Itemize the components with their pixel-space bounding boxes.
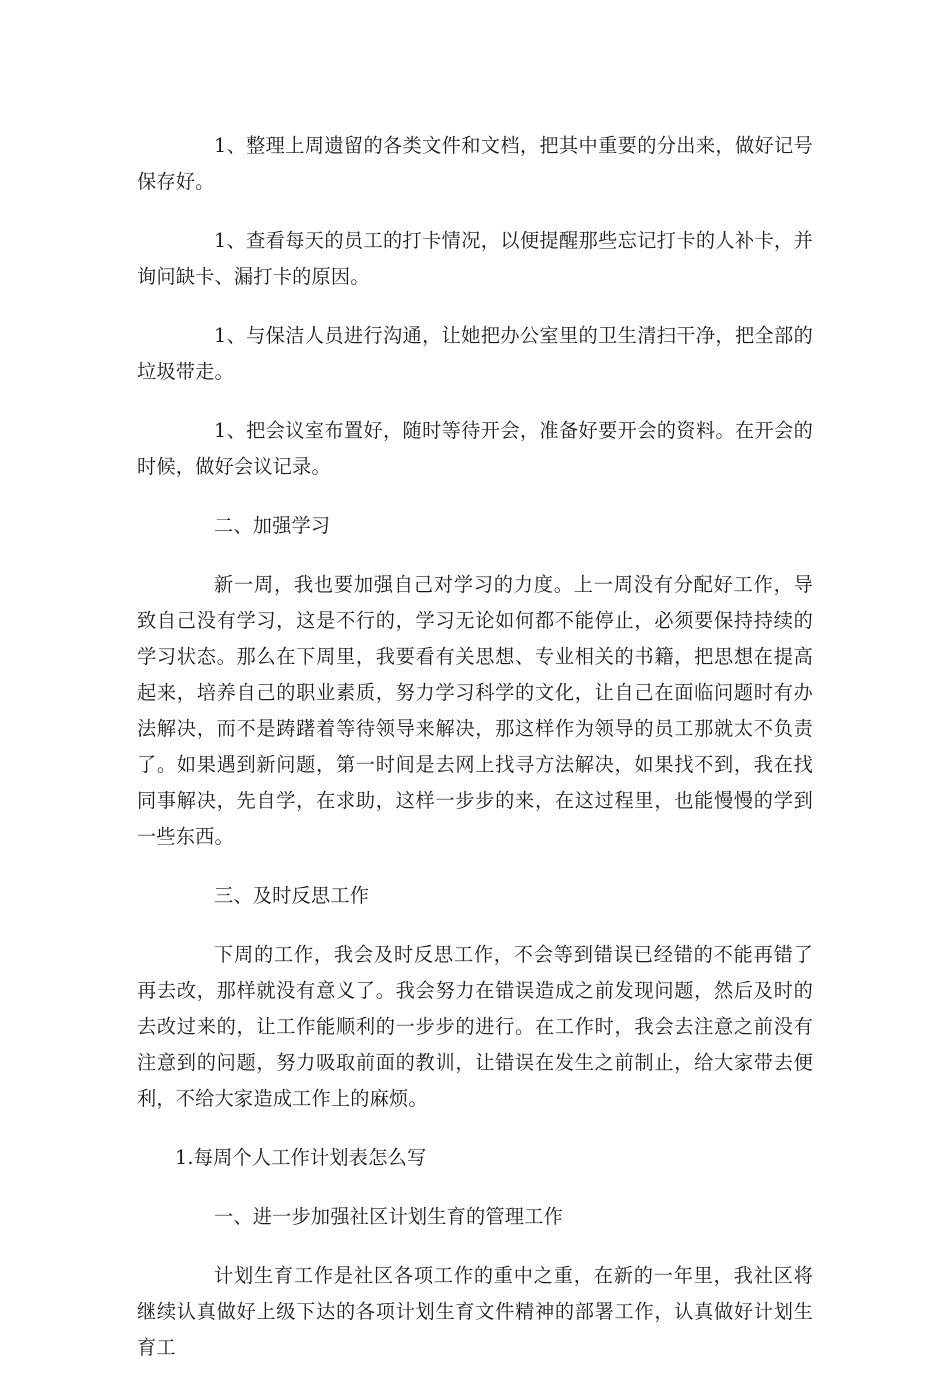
section-heading-family-planning: 一、进一步加强社区计划生育的管理工作 — [214, 1205, 563, 1228]
paragraph-reflection: 下周的工作，我会及时反思工作，不会等到错误已经错的不能再错了再去改，那样就没有意义了。我会努力在错误造成之前发现问题，然后及时的去改过来的，让工作能顺利的一步步的进行。在工作时，我会去注意之前没有注意到的问题，努力吸取前面的教训，让错误在发生之前制止，给大家带去便利，不给大家造成工作上的麻烦。 — [137, 943, 813, 1110]
paragraph-task-meeting: 1、把会议室布置好，随时等待开会，准备好要开会的资料。在开会的时候，做好会议记录。 — [137, 419, 813, 478]
paragraph-task-files: 1、整理上周遗留的各类文件和文档，把其中重要的分出来，做好记号保存好。 — [137, 134, 813, 193]
paragraph-study: 新一周，我也要加强自己对学习的力度。上一周没有分配好工作，导致自己没有学习，这是不行的，学习无论如何都不能停止，必须要保持持续的学习状态。那么在下周里，我要看有关思想、专业相关的书籍，把思想在提高起来，培养自己的职业素质，努力学习科学的文化，让自己在面临问题时有办法解决，而不是踌躇着等待领导来解决，那这样作为领导的员工那就太不负责了。如果遇到新问题，第一时间是去网上找寻方法解决，如果找不到，我在找同事解决，先自学，在求助，这样一步步的来，在这过程里，也能慢慢的学到一些东西。 — [137, 573, 813, 848]
paragraph-task-attendance: 1、查看每天的员工的打卡情况，以便提醒那些忘记打卡的人补卡，并询问缺卡、漏打卡的原因。 — [137, 229, 813, 288]
section-heading-reflection: 三、及时反思工作 — [214, 884, 370, 907]
article-heading: 1.每周个人工作计划表怎么写 — [175, 1146, 427, 1169]
paragraph-task-cleaning: 1、与保洁人员进行沟通，让她把办公室里的卫生清扫干净，把全部的垃圾带走。 — [137, 324, 813, 383]
paragraph-family-planning: 计划生育工作是社区各项工作的重中之重，在新的一年里，我社区将继续认真做好上级下达的各项计划生育文件精神的部署工作，认真做好计划生育工 — [137, 1264, 813, 1359]
section-heading-study: 二、加强学习 — [214, 514, 331, 537]
document-page — [137, 128, 813, 1389]
